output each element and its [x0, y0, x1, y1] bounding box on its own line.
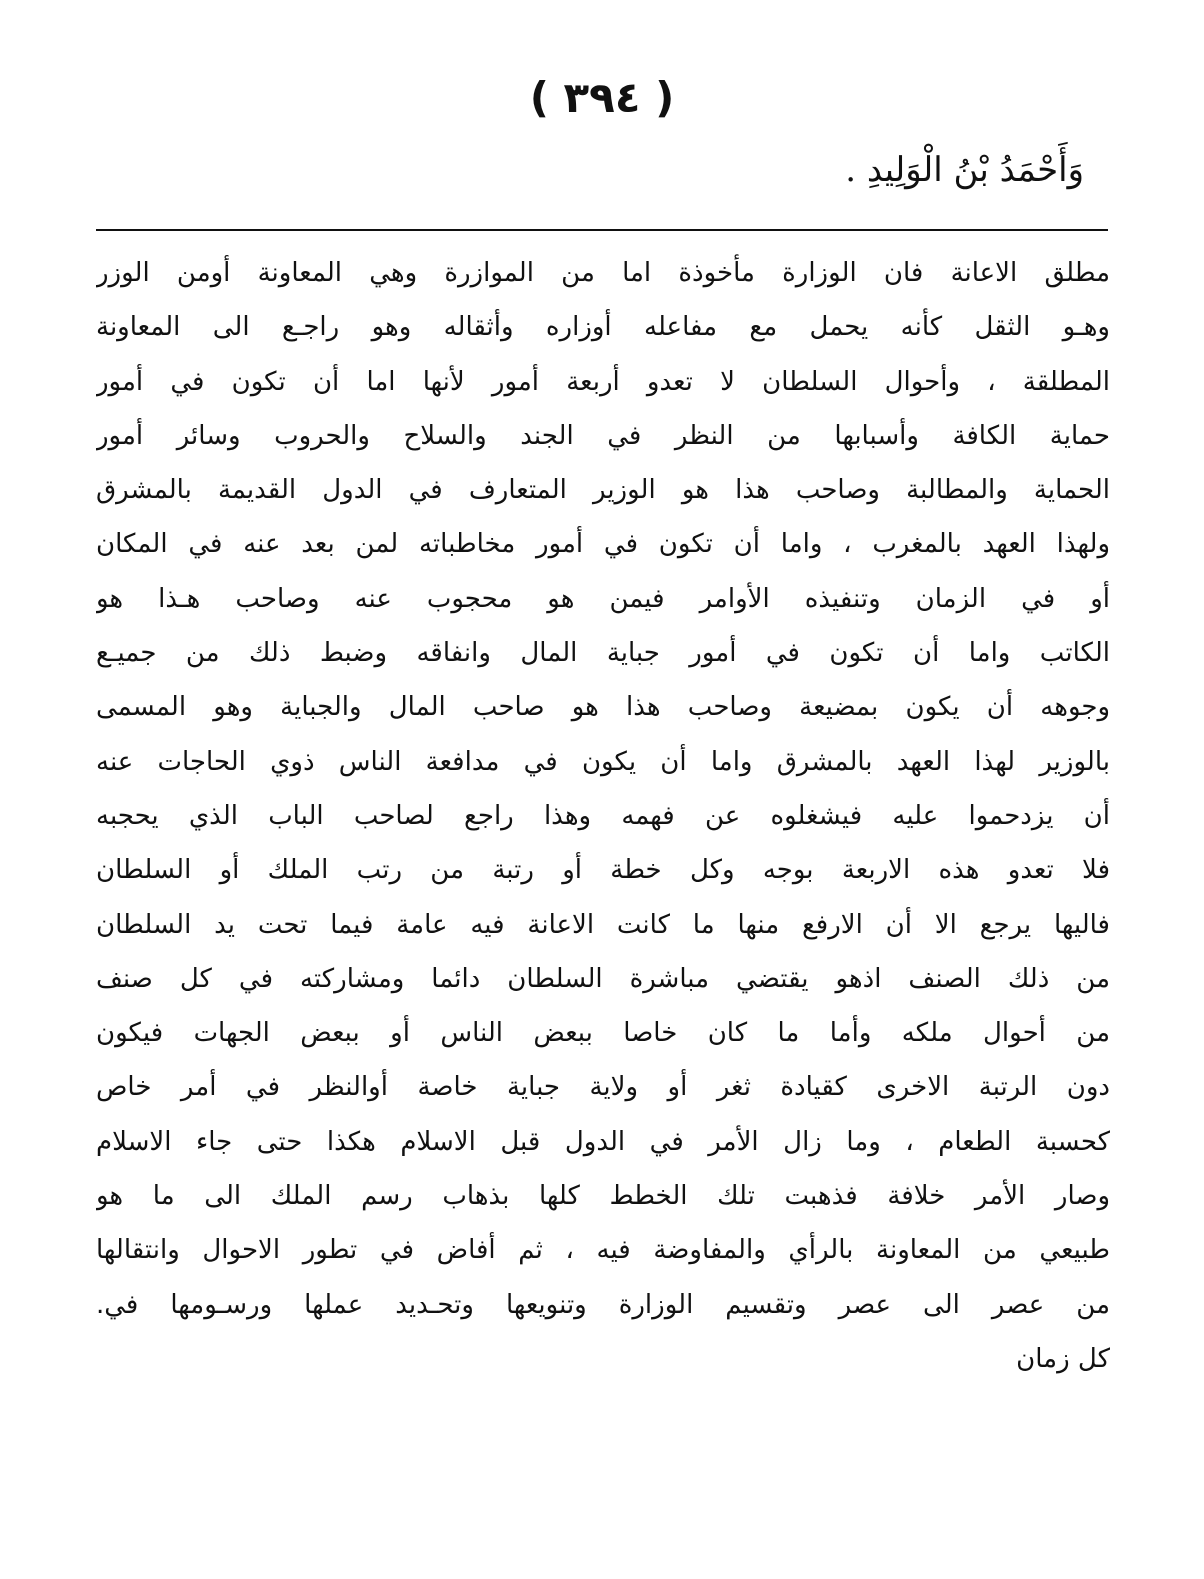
body-line: وهـو الثقل كأنه يحمل مع مفاعله أوزاره وأثقاله وهو راجـع الى المعاونة — [96, 312, 1110, 343]
body-line: ولهذا العهد بالمغرب ، واما أن تكون في أمور مخاطباته لمن بعد عنه في المكان — [96, 529, 1110, 560]
body-line: وجوهه أن يكون بمضيعة وصاحب هذا هو صاحب المال والجباية وهو المسمى — [96, 692, 1110, 723]
body-line: حماية الكافة وأسبابها من النظر في الجند والسلاح والحروب وسائر أمور — [96, 420, 1110, 451]
body-line: دون الرتبة الاخرى كقيادة ثغر أو ولاية جباية خاصة أوالنظر في أمر خاص — [96, 1072, 1110, 1103]
body-line: من عصر الى عصر وتقسيم الوزارة وتنويعها وتحـديد عملها ورسـومها في. — [96, 1289, 1110, 1320]
page-number: ( ٣٩٤ ) — [529, 73, 675, 122]
body-line: كحسبة الطعام ، وما زال الأمر في الدول قبل الاسلام هكذا حتى جاء الاسلام — [96, 1126, 1110, 1157]
body-line: فاليها يرجع الا أن الارفع منها ما كانت الاعانة فيه عامة فيما تحت يد السلطان — [96, 909, 1110, 940]
body-line: الكاتب واما أن تكون في أمور جباية المال وانفاقه وضبط ذلك من جميـع — [96, 638, 1110, 669]
body-line: كل زمان — [1016, 1343, 1110, 1374]
footnote-body — [96, 246, 1110, 1386]
verse-line: وَأَحْمَدُ بْنُ الْوَلِيدِ . — [845, 150, 1084, 190]
body-line: أو في الزمان وتنفيذه الأوامر فيمن هو محجوب عنه وصاحب هـذا هو — [96, 583, 1110, 614]
body-line: المطلقة ، وأحوال السلطان لا تعدو أربعة أمور لأنها اما أن تكون في أمور — [96, 366, 1110, 397]
body-line: الحماية والمطالبة وصاحب هذا هو الوزير المتعارف في الدول القديمة بالمشرق — [96, 475, 1110, 506]
body-line: طبيعي من المعاونة بالرأي والمفاوضة فيه ، ثم أفاض في تطور الاحوال وانتقالها — [96, 1235, 1110, 1266]
body-line: من أحوال ملكه وأما ما كان خاصا ببعض الناس أو ببعض الجهات فيكون — [96, 1018, 1110, 1049]
body-line: بالوزير لهذا العهد بالمشرق واما أن يكون في مدافعة الناس ذوي الحاجات عنه — [96, 746, 1110, 777]
footnote-divider — [96, 229, 1108, 231]
body-line: أن يزدحموا عليه فيشغلوه عن فهمه وهذا راجع لصاحب الباب الذي يحجبه — [96, 800, 1110, 831]
body-line: من ذلك الصنف اذهو يقتضي مباشرة السلطان دائما ومشاركته في كل صنف — [96, 963, 1110, 994]
body-line: وصار الأمر خلافة فذهبت تلك الخطط كلها بذهاب رسم الملك الى ما هو — [96, 1181, 1110, 1212]
body-line: فلا تعدو هذه الاربعة بوجه وكل خطة أو رتبة من رتب الملك أو السلطان — [96, 855, 1110, 886]
body-line: مطلق الاعانة فان الوزارة مأخوذة اما من الموازرة وهي المعاونة أومن الوزر — [96, 258, 1110, 288]
